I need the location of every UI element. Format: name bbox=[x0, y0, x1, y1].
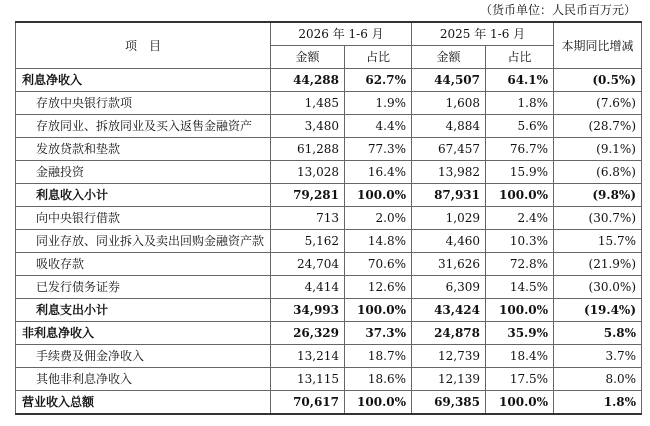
yoy-change: 8.0% bbox=[554, 368, 642, 391]
amount-2025: 67,457 bbox=[412, 138, 486, 161]
yoy-change: (9.8%) bbox=[554, 184, 642, 207]
row-label: 营业收入总额 bbox=[16, 391, 271, 415]
share-2026: 70.6% bbox=[345, 253, 412, 276]
amount-2025: 13,982 bbox=[412, 161, 486, 184]
table-row bbox=[16, 161, 642, 184]
share-2026: 100.0% bbox=[345, 299, 412, 322]
amount-2025: 1,029 bbox=[412, 207, 486, 230]
yoy-change: (6.8%) bbox=[554, 161, 642, 184]
header-period-2026: 2026 年 1-6 月 bbox=[271, 22, 412, 46]
table-row bbox=[16, 230, 642, 253]
yoy-change: (7.6%) bbox=[554, 92, 642, 115]
share-2026: 77.3% bbox=[345, 138, 412, 161]
header-share-2025: 占比 bbox=[486, 46, 554, 69]
amount-2026: 1,485 bbox=[271, 92, 345, 115]
share-2026: 4.4% bbox=[345, 115, 412, 138]
table-row bbox=[16, 276, 642, 299]
amount-2026: 13,115 bbox=[271, 368, 345, 391]
share-2026: 1.9% bbox=[345, 92, 412, 115]
amount-2026: 70,617 bbox=[271, 391, 345, 415]
share-2025: 17.5% bbox=[486, 368, 554, 391]
yoy-change: (0.5%) bbox=[554, 69, 642, 92]
share-2025: 35.9% bbox=[486, 322, 554, 345]
header-share-2026: 占比 bbox=[345, 46, 412, 69]
row-label: 同业存放、同业拆入及卖出回购金融资产款 bbox=[16, 230, 271, 253]
amount-2025: 24,878 bbox=[412, 322, 486, 345]
amount-2025: 12,739 bbox=[412, 345, 486, 368]
table-row bbox=[16, 207, 642, 230]
table-row bbox=[16, 69, 642, 92]
share-2025: 15.9% bbox=[486, 161, 554, 184]
share-2025: 76.7% bbox=[486, 138, 554, 161]
row-label: 存放中央银行款项 bbox=[16, 92, 271, 115]
share-2025: 2.4% bbox=[486, 207, 554, 230]
share-2026: 18.6% bbox=[345, 368, 412, 391]
yoy-change: (19.4%) bbox=[554, 299, 642, 322]
amount-2025: 69,385 bbox=[412, 391, 486, 415]
amount-2025: 43,424 bbox=[412, 299, 486, 322]
row-label: 金融投资 bbox=[16, 161, 271, 184]
amount-2026: 13,214 bbox=[271, 345, 345, 368]
yoy-change: (30.0%) bbox=[554, 276, 642, 299]
yoy-change: (21.9%) bbox=[554, 253, 642, 276]
table-row bbox=[16, 391, 642, 415]
header-amount-2025: 金额 bbox=[412, 46, 486, 69]
share-2025: 18.4% bbox=[486, 345, 554, 368]
share-2026: 62.7% bbox=[345, 69, 412, 92]
amount-2026: 44,288 bbox=[271, 69, 345, 92]
share-2026: 16.4% bbox=[345, 161, 412, 184]
amount-2026: 3,480 bbox=[271, 115, 345, 138]
amount-2025: 4,460 bbox=[412, 230, 486, 253]
share-2025: 72.8% bbox=[486, 253, 554, 276]
amount-2025: 6,309 bbox=[412, 276, 486, 299]
table-row bbox=[16, 368, 642, 391]
row-label: 利息收入小计 bbox=[16, 184, 271, 207]
share-2025: 100.0% bbox=[486, 391, 554, 415]
amount-2026: 5,162 bbox=[271, 230, 345, 253]
share-2025: 5.6% bbox=[486, 115, 554, 138]
share-2025: 10.3% bbox=[486, 230, 554, 253]
share-2025: 64.1% bbox=[486, 69, 554, 92]
amount-2026: 79,281 bbox=[271, 184, 345, 207]
row-label: 存放同业、拆放同业及买入返售金融资产 bbox=[16, 115, 271, 138]
amount-2025: 44,507 bbox=[412, 69, 486, 92]
table-row bbox=[16, 299, 642, 322]
header-period-2025: 2025 年 1-6 月 bbox=[412, 22, 554, 46]
share-2026: 100.0% bbox=[345, 391, 412, 415]
share-2026: 18.7% bbox=[345, 345, 412, 368]
amount-2026: 24,704 bbox=[271, 253, 345, 276]
table-row bbox=[16, 184, 642, 207]
currency-unit-note: （货币单位：人民币百万元） bbox=[479, 3, 636, 17]
yoy-change: 5.8% bbox=[554, 322, 642, 345]
table-row bbox=[16, 138, 642, 161]
share-2026: 2.0% bbox=[345, 207, 412, 230]
amount-2025: 12,139 bbox=[412, 368, 486, 391]
table-row bbox=[16, 92, 642, 115]
table-row bbox=[16, 253, 642, 276]
row-label: 利息支出小计 bbox=[16, 299, 271, 322]
header-yoy-change: 本期同比增减 bbox=[554, 22, 642, 69]
amount-2026: 713 bbox=[271, 207, 345, 230]
yoy-change: (30.7%) bbox=[554, 207, 642, 230]
amount-2026: 4,414 bbox=[271, 276, 345, 299]
header-amount-2026: 金额 bbox=[271, 46, 345, 69]
amount-2026: 13,028 bbox=[271, 161, 345, 184]
amount-2025: 4,884 bbox=[412, 115, 486, 138]
amount-2026: 34,993 bbox=[271, 299, 345, 322]
amount-2026: 26,329 bbox=[271, 322, 345, 345]
yoy-change: (28.7%) bbox=[554, 115, 642, 138]
row-label: 吸收存款 bbox=[16, 253, 271, 276]
share-2026: 37.3% bbox=[345, 322, 412, 345]
share-2025: 100.0% bbox=[486, 184, 554, 207]
share-2026: 12.6% bbox=[345, 276, 412, 299]
row-label: 发放贷款和垫款 bbox=[16, 138, 271, 161]
row-label: 手续费及佣金净收入 bbox=[16, 345, 271, 368]
share-2025: 100.0% bbox=[486, 299, 554, 322]
share-2026: 100.0% bbox=[345, 184, 412, 207]
share-2025: 1.8% bbox=[486, 92, 554, 115]
amount-2025: 31,626 bbox=[412, 253, 486, 276]
yoy-change: 15.7% bbox=[554, 230, 642, 253]
amount-2025: 87,931 bbox=[412, 184, 486, 207]
row-label: 向中央银行借款 bbox=[16, 207, 271, 230]
yoy-change: (9.1%) bbox=[554, 138, 642, 161]
amount-2026: 61,288 bbox=[271, 138, 345, 161]
table-row bbox=[16, 345, 642, 368]
yoy-change: 3.7% bbox=[554, 345, 642, 368]
table-row bbox=[16, 115, 642, 138]
header-item: 项 目 bbox=[16, 22, 271, 69]
row-label: 已发行债务证券 bbox=[16, 276, 271, 299]
table-row bbox=[16, 322, 642, 345]
income-structure-table bbox=[15, 21, 642, 415]
share-2025: 14.5% bbox=[486, 276, 554, 299]
yoy-change: 1.8% bbox=[554, 391, 642, 415]
amount-2025: 1,608 bbox=[412, 92, 486, 115]
row-label: 利息净收入 bbox=[16, 69, 271, 92]
share-2026: 14.8% bbox=[345, 230, 412, 253]
row-label: 其他非利息净收入 bbox=[16, 368, 271, 391]
row-label: 非利息净收入 bbox=[16, 322, 271, 345]
